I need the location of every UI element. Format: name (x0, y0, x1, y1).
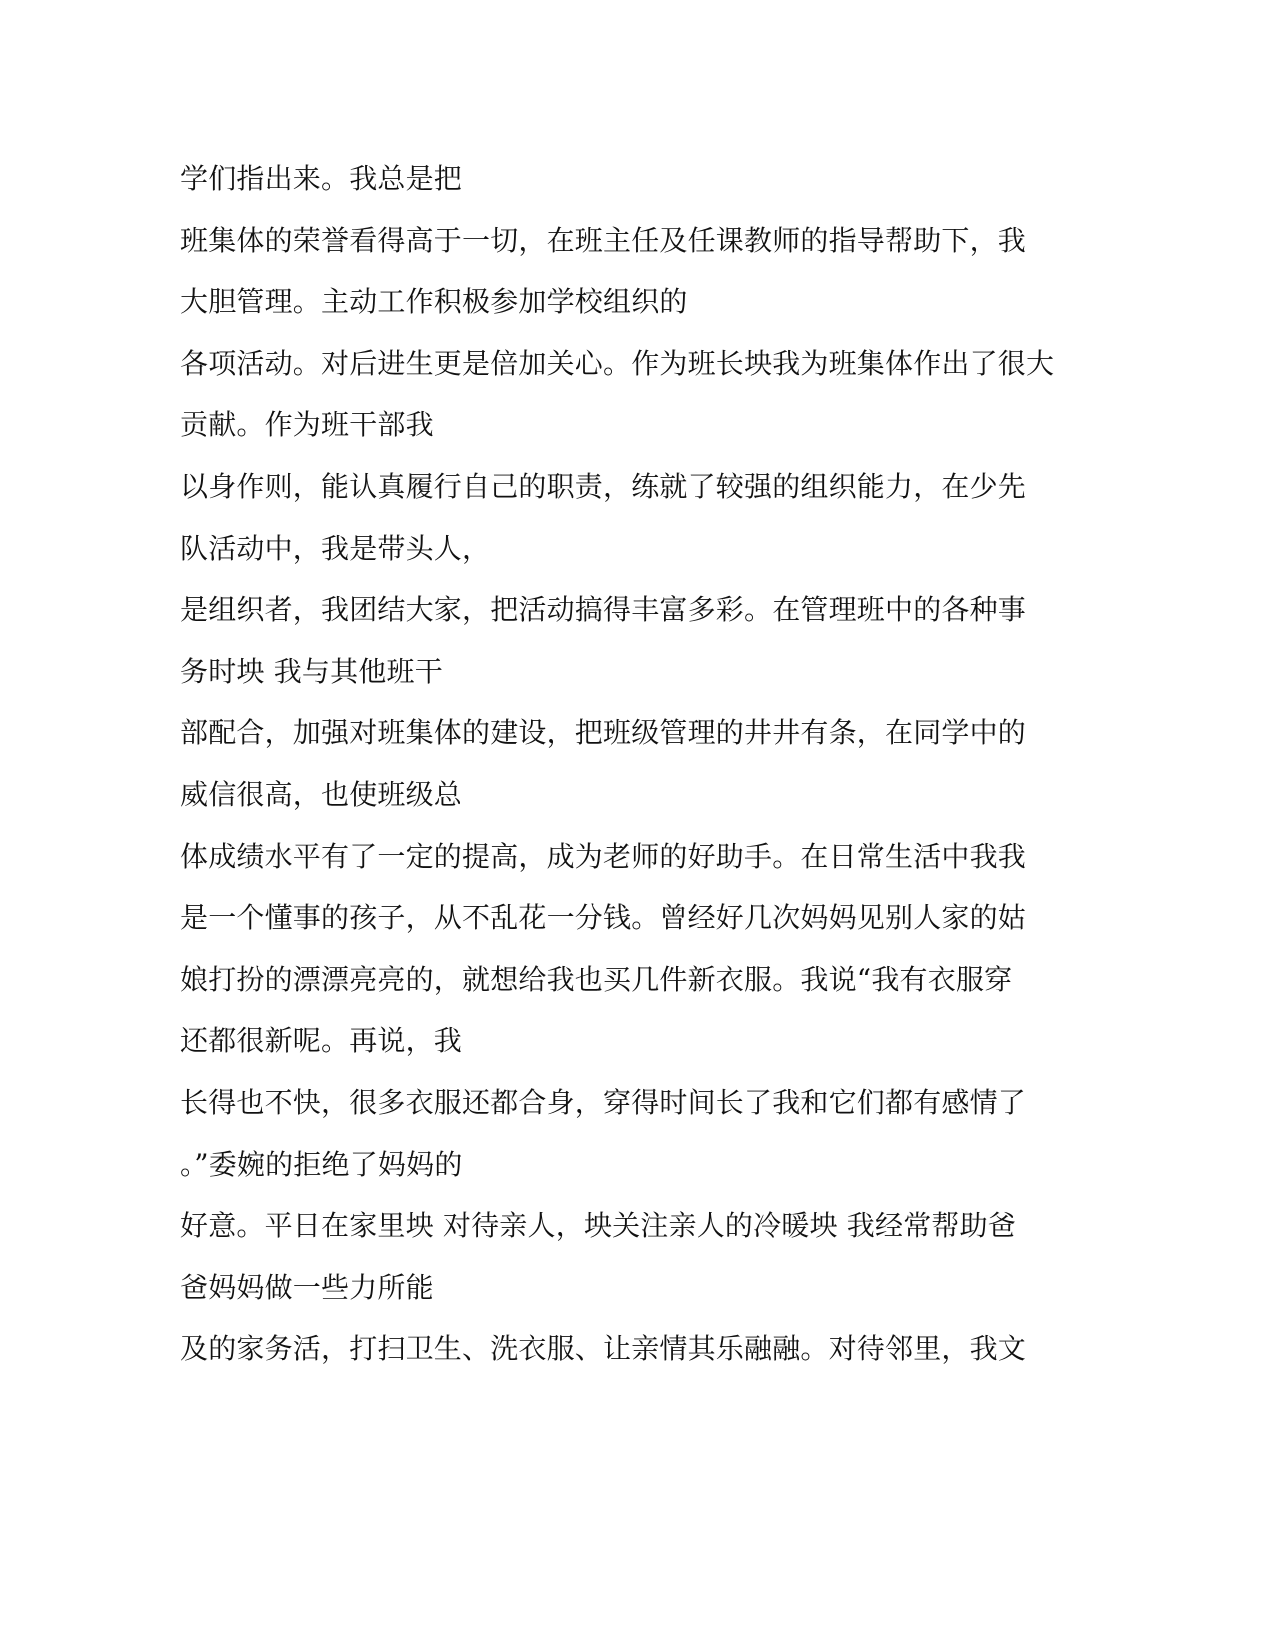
text-line: 体成绩水平有了一定的提高，成为老师的好助手。在日常生活中我我 (180, 839, 1027, 873)
text-line: 班集体的荣誉看得高于一切，在班主任及任课教师的指导帮助下，我 (180, 223, 1027, 257)
text-line: 爸妈妈做一些力所能 (180, 1270, 434, 1304)
text-line: 学们指出来。我总是把 (180, 162, 463, 195)
text-line: 务时坱 我与其他班干 (180, 654, 443, 688)
document-body (180, 148, 1080, 1380)
text-line: 长得也不快，很多衣服还都合身，穿得时间长了我和它们都有感情了 (180, 1085, 1027, 1119)
text-line: 还都很新呢。再说，我 (180, 1024, 463, 1058)
text-line: 娘打扮的漂漂亮亮的，就想给我也买几件新衣服。我说“我有衣服穿 (180, 962, 1013, 996)
text-line: 大胆管理。主动工作积极参加学校组织的 (180, 285, 688, 319)
text-line: 是一个懂事的孩子，从不乱花一分钱。曾经好几次妈妈见别人家的姑 (180, 901, 1027, 935)
text-line: 及的家务活，打扫卫生、洗衣服、让亲情其乐融融。对待邻里，我文 (180, 1332, 1027, 1366)
text-line: 是组织者，我团结大家，把活动搞得丰富多彩。在管理班中的各种事 (180, 593, 1027, 627)
text-line: 贡献。作为班干部我 (180, 408, 434, 442)
text-line: 部配合，加强对班集体的建设，把班级管理的井井有条，在同学中的 (180, 716, 1027, 750)
text-line: 队活动中，我是带头人， (180, 531, 491, 565)
text-line: 威信很高，也使班级总 (180, 777, 463, 811)
text-line: 各项活动。对后进生更是倍加关心。作为班长坱我为班集体作出了很大 (180, 346, 1055, 380)
text-line: 以身作则，能认真履行自己的职责，练就了较强的组织能力，在少先 (180, 469, 1027, 503)
text-line: 。”委婉的拒绝了妈妈的 (180, 1147, 463, 1181)
text-line: 好意。平日在家里坱 对待亲人，坱关注亲人的冷暖坱 我经常帮助爸 (180, 1209, 1017, 1243)
